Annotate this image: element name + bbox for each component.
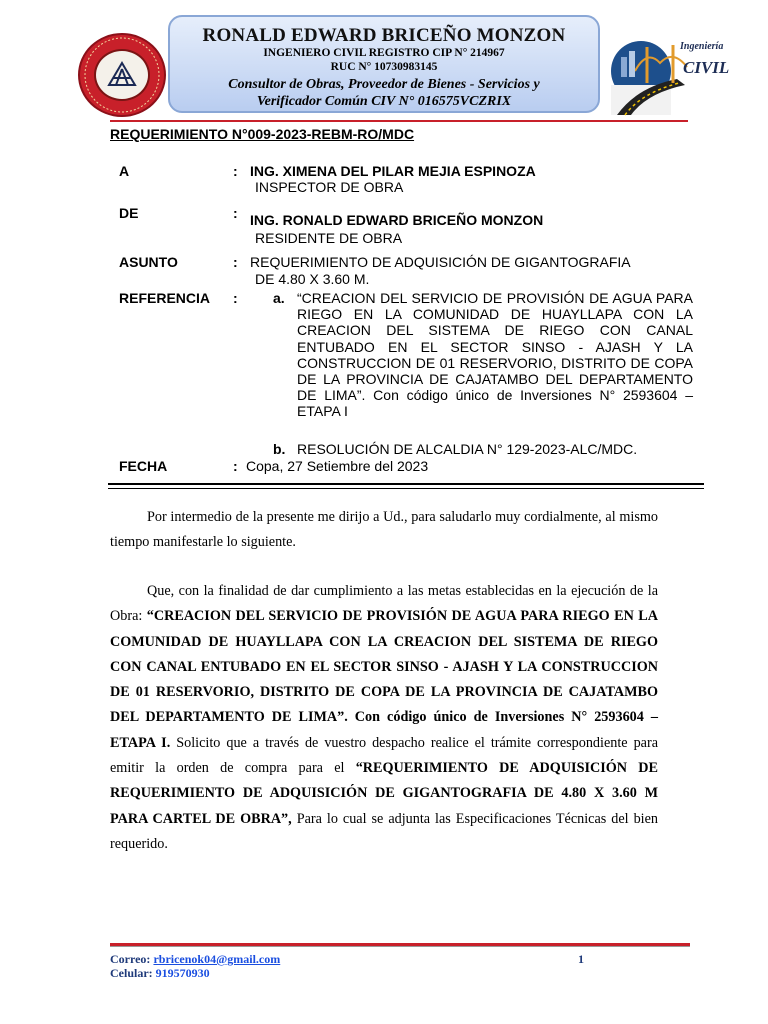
to-label: A <box>119 163 130 179</box>
to-name: ING. XIMENA DEL PILAR MEJIA ESPINOZA <box>250 163 536 179</box>
date-colon: : <box>233 458 238 474</box>
phone-label: Celular: <box>110 966 156 980</box>
email-link[interactable]: rbricenok04@gmail.com <box>153 952 281 966</box>
reference-b-text: RESOLUCIÓN DE ALCALDIA N° 129-2023-ALC/MDC. <box>297 441 638 457</box>
letterhead-box <box>168 15 600 113</box>
reference-b-marker: b. <box>273 441 286 457</box>
reference-a-text: “CREACION DEL SERVICIO DE PROVISIÓN DE AGUA PARA RIEGO EN LA COMUNIDAD DE HUAYLLAPA CON LA CREACION DEL SISTEMA DE RIEGO CON CANAL ENTUBADO EN EL SECTOR SINSO - AJASH Y LA CONSTRUCCION DE 01 RESERVORIO, DISTRITO DE COPA DE LA PROVINCIA DE CAJATAMBO DEL DEPARTAMENTO DE LIMA”. Con código único de Inversiones N° 2593604 – ETAPA I <box>297 290 693 420</box>
cip-emblem-icon <box>107 61 137 87</box>
p2-request: Solicito que a través de vuestro despacho realice el trámite correspondiente para emitir la orden de compra para el <box>110 734 658 777</box>
cip-seal-logo <box>78 33 166 117</box>
from-role: RESIDENTE DE OBRA <box>255 230 403 246</box>
header-red-rule <box>110 120 688 122</box>
date-label: FECHA <box>119 458 168 474</box>
from-label: DE <box>119 205 139 221</box>
reference-a-marker: a. <box>273 290 285 306</box>
p2-closing: Para lo cual se adjunta las Especificaciones Técnicas del bien requerido. <box>110 810 658 852</box>
p2-intro: Que, con la finalidad de dar cumplimiento a las metas establecidas en la ejecución de la Obra: <box>110 583 658 625</box>
body-paragraph-2 <box>110 579 658 857</box>
seal-inner <box>94 49 150 101</box>
header-double-rule <box>108 483 704 489</box>
date-value: Copa, 27 Setiembre del 2023 <box>246 458 429 474</box>
services-line: Consultor de Obras, Proveedor de Bienes - Servicios y <box>228 77 540 92</box>
body-paragraph-1: Por intermedio de la presente me dirijo a Ud., para saludarlo muy cordialmente, al mismo tiempo manifestarle lo siguiente. <box>110 509 658 551</box>
verifier-line: Verificador Común CIV N° 016575VCZRIX <box>256 94 512 109</box>
requirement-title: REQUERIMIENTO N°009-2023-REBM-RO/MDC <box>110 126 415 142</box>
p2-project-name: “CREACION DEL SERVICIO DE PROVISIÓN DE AGUA PARA RIEGO EN LA COMUNIDAD DE HUAYLLAPA CON LA CREACION DEL SISTEMA DE RIEGO CON CANAL ENTUBADO EN EL SECTOR SINSO - AJASH Y LA CONSTRUCCION DE 01 RESERVORIO, DISTRITO DE COPA DE LA PROVINCIA DE CAJATAMBO DEL DEPARTAMENTO DE LIMA”. Con código único de Inversiones N° 2593604 – ETAPA I. <box>110 608 658 751</box>
engineer-name: RONALD EDWARD BRICEÑO MONZON <box>202 25 566 46</box>
subject-colon: : <box>233 254 238 270</box>
to-role: INSPECTOR DE OBRA <box>255 179 404 195</box>
p2-item-name: “REQUERIMIENTO DE ADQUISICIÓN DE REQUERIMIENTO DE ADQUISICIÓN DE GIGANTOGRAFIA DE 4.80 X 3.60 M PARA CARTEL DE OBRA”, <box>110 760 658 827</box>
to-colon: : <box>233 163 238 179</box>
footer-email <box>110 952 280 967</box>
ruc-number: RUC N° 10730983145 <box>330 61 438 73</box>
footer-red-rule <box>110 943 690 947</box>
email-label: Correo: <box>110 952 154 966</box>
reference-label: REFERENCIA <box>119 290 211 306</box>
reference-colon: : <box>233 290 238 306</box>
from-colon: : <box>233 205 238 221</box>
page-number: 1 <box>578 952 584 966</box>
subject-label: ASUNTO <box>119 254 178 270</box>
svg-text:CIVIL: CIVIL <box>683 58 730 77</box>
ingenieria-civil-logo <box>607 27 730 118</box>
phone-number: 919570930 <box>155 966 210 980</box>
subject-line2: DE 4.80 X 3.60 M. <box>255 271 370 287</box>
footer-phone <box>110 966 210 981</box>
svg-text:Ingeniería: Ingeniería <box>680 41 724 52</box>
subject-line1: REQUERIMIENTO DE ADQUISICIÓN DE GIGANTOGRAFIA <box>250 254 631 270</box>
from-name: ING. RONALD EDWARD BRICEÑO MONZON <box>250 212 544 228</box>
cip-registration: INGENIERO CIVIL REGISTRO CIP N° 214967 <box>263 47 505 59</box>
